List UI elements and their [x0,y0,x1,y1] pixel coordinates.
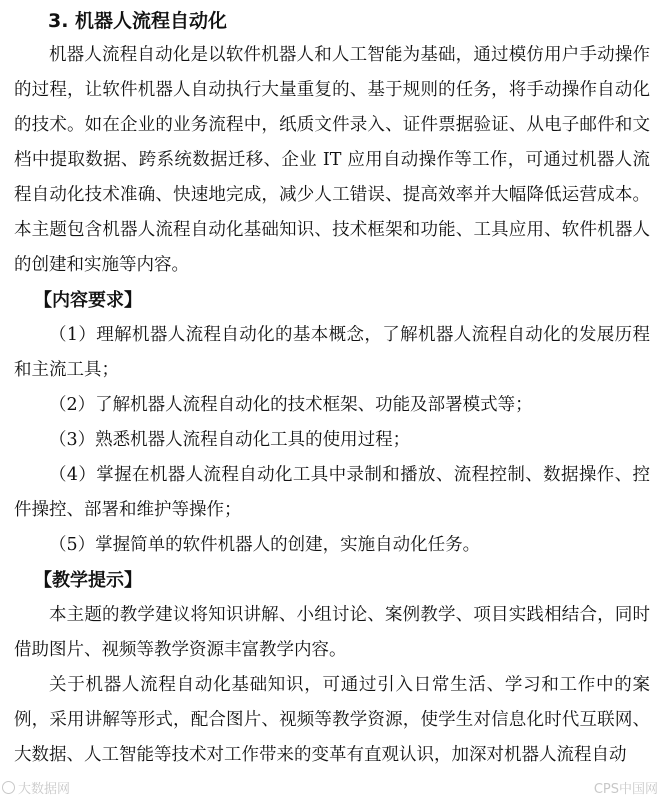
intro-paragraph: 机器人流程自动化是以软件机器人和人工智能为基础，通过模仿用户手动操作的过程，让软件机器人自动执行大量重复的、基于规则的任务，将手动操作自动化的技术。如在企业的业务流程中，纸质文件录入、证件票据验证、从电子邮件和文档中提取数据、跨系统数据迁移、企业 IT 应用自动操作等工作，可通过机器人流程自动化技术准确、快速地完成，减少人工错误、提高效率并大幅降低运营成本。本主题包含机器人流程自动化基础知识、技术框架和功能、工具应用、软件机器人的创建和实施等内容。 [14,45,650,275]
requirements-heading: 【内容要求】 [34,290,142,311]
requirement-item-1: （1）理解机器人流程自动化的基本概念，了解机器人流程自动化的发展历程和主流工具； [14,325,650,380]
teaching-heading: 【教学提示】 [34,570,142,591]
requirement-item-2: （2）了解机器人流程自动化的技术框架、功能及部署模式等； [49,395,533,415]
requirement-item-5: （5）掌握简单的软件机器人的创建，实施自动化任务。 [49,535,481,555]
requirement-item-4: （4）掌握在机器人流程自动化工具中录制和播放、流程控制、数据操作、控件操控、部署和维护等操作； [14,465,650,520]
section-title: 3. 机器人流程自动化 [48,10,228,32]
teaching-paragraph-2: 关于机器人流程自动化基础知识，可通过引入日常生活、学习和工作中的案例，采用讲解等形式，配合图片、视频等教学资源，使学生对信息化时代互联网、大数据、人工智能等技术对工作带来的变革有直观认识，加深对机器人流程自动 [14,675,650,765]
watermark-logo-icon [2,781,15,794]
teaching-paragraph-1: 本主题的教学建议将知识讲解、小组讨论、案例教学、项目实践相结合，同时借助图片、视频等教学资源丰富教学内容。 [14,605,650,660]
watermark-left [2,778,70,797]
watermark-right: CPS中国网 [593,782,658,797]
watermark-left-text: 大数据网 [18,782,71,797]
requirement-item-3: （3）熟悉机器人流程自动化工具的使用过程； [49,430,411,450]
